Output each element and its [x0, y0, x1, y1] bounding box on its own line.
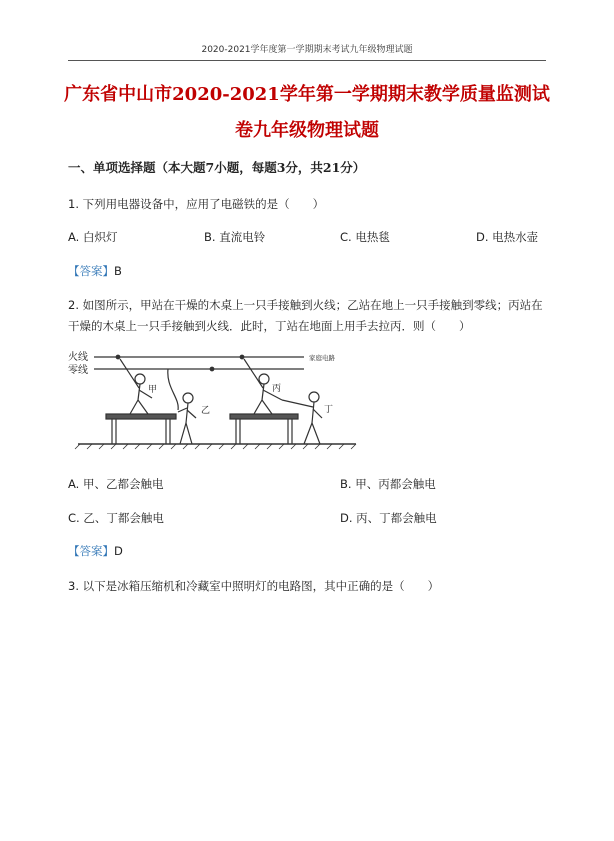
- q2-option-c: C. 乙、丁都会触电: [68, 511, 164, 525]
- wooden-table-2: [230, 414, 298, 444]
- q1-stem: 1. 下列用电器设备中，应用了电磁铁的是（ ）: [68, 197, 325, 211]
- q2-stem-line-1: 2. 如图所示，甲站在干燥的木桌上一只手接触到火线；乙站在地上一只手接触到零线；丙站在: [68, 298, 543, 312]
- doc-title-line-2: 卷九年级物理试题: [235, 120, 379, 141]
- q2-stem-line-2: 干燥的木桌上一只手接触到火线．此时，丁站在地面上用手去拉丙．则（ ）: [68, 319, 471, 333]
- q3-stem: 3. 以下是冰箱压缩机和冷藏室中照明灯的电路图，其中正确的是（ ）: [68, 579, 440, 593]
- live-wire-label: 火线: [68, 352, 88, 363]
- page-header: [68, 42, 546, 61]
- q2-circuit-figure: [68, 348, 368, 454]
- answer-value: D: [114, 544, 123, 558]
- header-text: 2020-2021学年度第一学期期末考试九年级物理试题: [201, 45, 413, 55]
- label-jia: 甲: [148, 385, 158, 395]
- answer-label: 【答案】: [68, 264, 114, 278]
- q2-option-a: A. 甲、乙都会触电: [68, 477, 164, 491]
- q2-option-d: D. 丙、丁都会触电: [340, 511, 437, 525]
- q1-option-b: B. 直流电铃: [204, 230, 266, 244]
- q2-option-b: B. 甲、丙都会触电: [340, 477, 436, 491]
- answer-label: 【答案】: [68, 544, 114, 558]
- circuit-label: 家庭电路: [309, 354, 335, 362]
- contact-dot: [116, 355, 120, 359]
- label-ding: 丁: [324, 405, 334, 415]
- label-yi: 乙: [201, 406, 211, 416]
- jia-hand-to-neutral: [168, 369, 178, 410]
- q1-option-c: C. 电热毯: [340, 230, 390, 244]
- circuit-svg: [68, 348, 368, 450]
- contact-dot: [210, 367, 214, 371]
- q1-option-a: A. 白炽灯: [68, 230, 118, 244]
- answer-value: B: [114, 264, 122, 278]
- q1-answer: [68, 263, 122, 279]
- section-heading: 一、单项选择题（本大题7小题，每题3分，共21分）: [68, 160, 366, 175]
- doc-title-line-1: 广东省中山市2020-2021学年第一学期期末教学质量监测试: [64, 84, 550, 105]
- contact-dot: [240, 355, 244, 359]
- wooden-table-1: [106, 414, 176, 444]
- label-bing: 丙: [272, 384, 282, 394]
- person-yi: [178, 393, 196, 444]
- q2-answer: [68, 543, 123, 559]
- q1-option-d: D. 电热水壶: [476, 230, 539, 244]
- neutral-wire-label: 零线: [68, 365, 88, 376]
